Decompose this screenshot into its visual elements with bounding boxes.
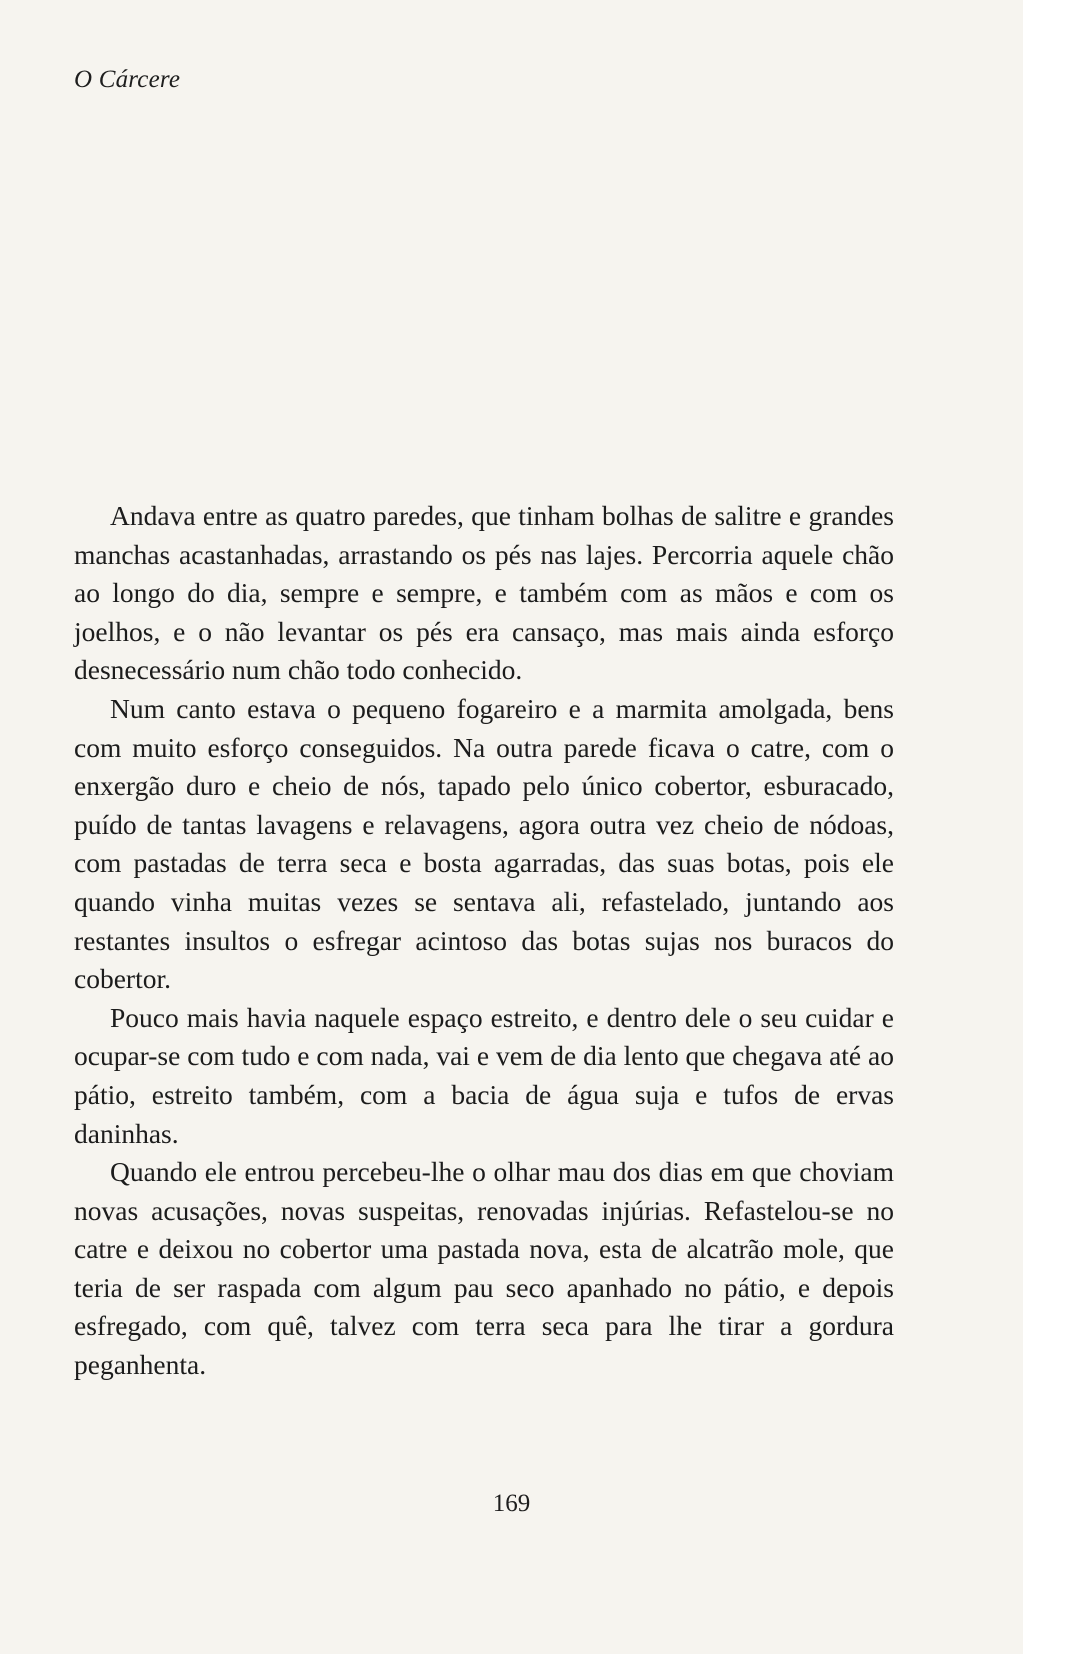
show-through-text [75, 35, 895, 72]
page-number: 169 [492, 1490, 531, 1517]
scan-margin [1023, 0, 1079, 1654]
paragraph: Pouco mais havia naquele espaço estreito, e dentro dele o seu cuidar e ocupar-se com tudo e com nada, vai e vem de dia lento que chegava até ao pátio, estreito também, com a bacia de água suja e tufos de ervas daninhas. [74, 1001, 894, 1149]
paragraph: Num canto estava o pequeno fogareiro e a marmita amolgada, bens com muito esforço conseguidos. Na outra parede ficava o catre, com o enxergão duro e cheio de nós, tapado pelo único cobertor, esburacado, puído de tantas lavagens e relavagens, agora outra vez cheio de nódoas, com pastadas de terra seca e bosta agarradas, das suas botas, pois ele quando vinha muitas vezes se sentava ali, refastelado, juntando aos restantes insultos o esfregar acintoso das botas sujas nos buracos do cobertor. [74, 692, 894, 995]
paragraph: Quando ele entrou percebeu-lhe o olhar mau dos dias em que choviam novas acusações, novas suspeitas, renovadas injúrias. Refastelou-se no catre e deixou no cobertor uma pastada nova, esta de alcatrão mole, que teria de ser raspada com algum pau seco apanhado no pátio, e depois esfregado, com quê, talvez com terra seca para lhe tirar a gordura peganhenta. [74, 1156, 894, 1381]
running-head: O Cárcere [74, 66, 181, 93]
paragraph: Andava entre as quatro paredes, que tinham bolhas de salitre e grandes manchas acastanhadas, arrastando os pés nas lajes. Percorria aquele chão ao longo do dia, sempre e sempre, e também com as mãos e com os joelhos, e o não levantar os pés era cansaço, mas mais ainda esforço desnecessário num chão todo conhecido. [74, 500, 894, 686]
body-text [74, 497, 894, 1385]
